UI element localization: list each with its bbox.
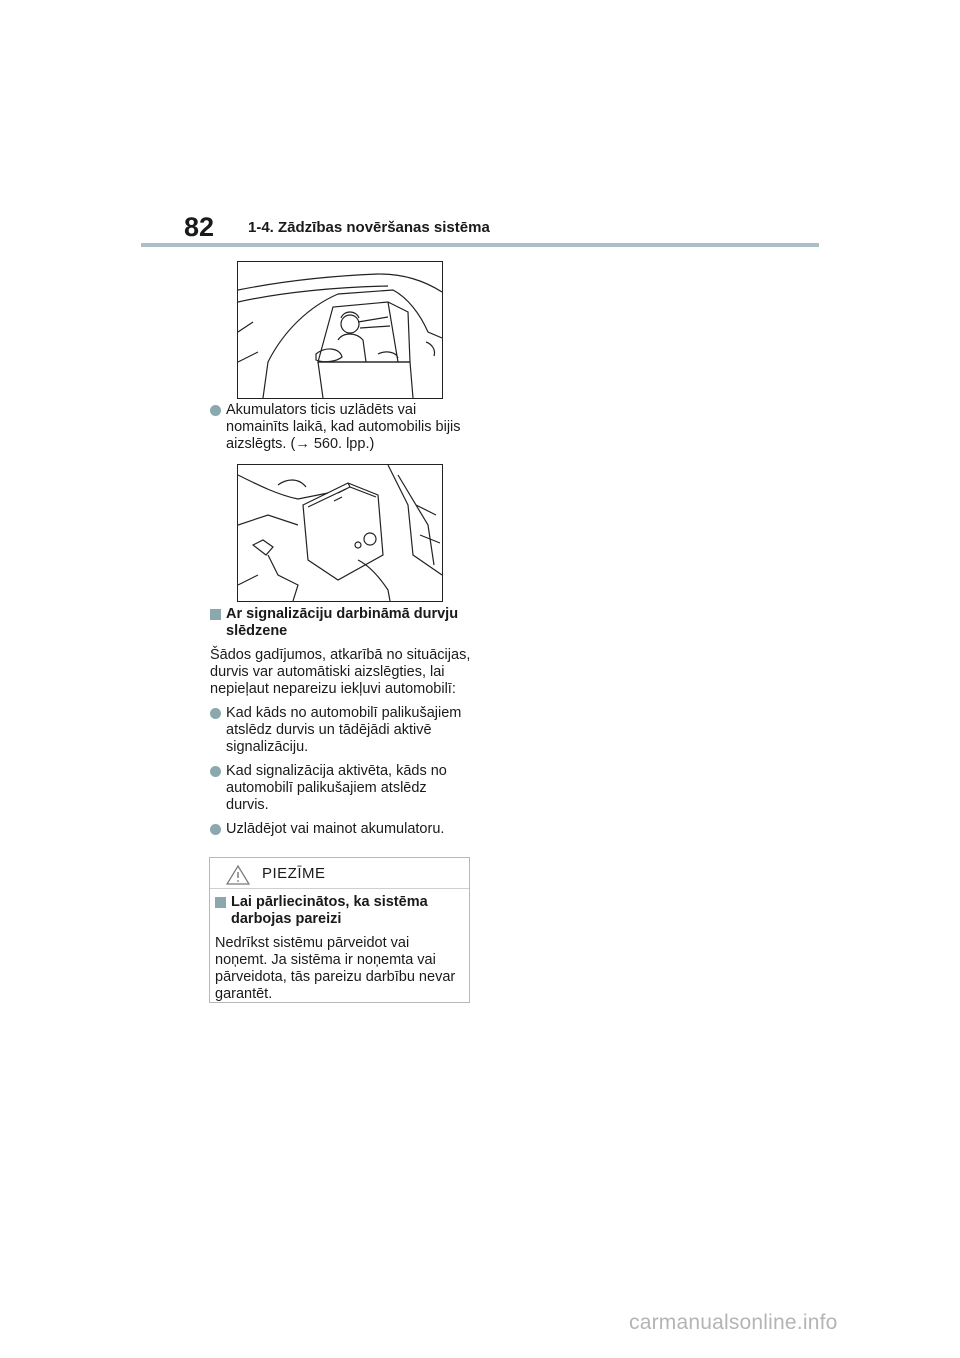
square-bullet-icon xyxy=(210,609,221,620)
door-lock-section xyxy=(210,606,472,838)
list-item xyxy=(210,705,472,756)
list-item-text: Kad kāds no automobilī palikušajiem atslēdz durvis un tādējādi aktivē signalizāciju. xyxy=(226,705,462,755)
bullet-item xyxy=(210,402,472,453)
page-reference: 560. lpp.) xyxy=(309,436,375,452)
list-item-text: Uzlādējot vai mainot akumulatoru. xyxy=(226,821,445,837)
square-bullet-icon xyxy=(215,897,226,908)
watermark: carmanualsonline.info xyxy=(629,1311,838,1334)
note-heading-text: Lai pārliecinātos, ka sistēma darbojas pareizi xyxy=(231,894,428,927)
note-box xyxy=(209,857,470,1003)
list-item-text: Kad signalizācija aktivēta, kāds no automobilī palikušajiem atslēdz durvis. xyxy=(226,763,447,813)
note-header xyxy=(210,858,469,889)
header-rule xyxy=(141,243,819,247)
bullet-dot-icon xyxy=(210,824,221,835)
battery-illustration xyxy=(237,464,443,602)
note-text: Nedrīkst sistēmu pārveidot vai noņemt. Ja sistēma ir noņemta vai pārveidota, tās pareizu darbību nevar garantēt. xyxy=(215,935,456,1002)
battery-bullet xyxy=(210,402,472,453)
note-heading xyxy=(215,894,463,928)
warning-triangle-icon xyxy=(226,865,250,885)
bullet-dot-icon xyxy=(210,766,221,777)
door-lock-heading xyxy=(210,606,472,640)
section-title: 1-4. Zādzības novēršanas sistēma xyxy=(248,219,490,236)
door-lock-heading-text: Ar signalizāciju darbināmā durvju slēdzene xyxy=(226,606,459,639)
list-item xyxy=(210,763,472,814)
reference-arrow-icon: → xyxy=(295,436,310,452)
list-item xyxy=(210,821,472,838)
bullet-text: Akumulators ticis uzlādēts vai nomainīts laikā, kad automobilis bijis aizslēgts. ( xyxy=(226,402,461,452)
bullet-dot-icon xyxy=(210,405,221,416)
note-title: PIEZĪME xyxy=(262,865,326,882)
note-body xyxy=(215,894,463,1003)
page-number: 82 xyxy=(184,212,215,242)
car-door-illustration xyxy=(237,261,443,399)
bullet-dot-icon xyxy=(210,708,221,719)
door-lock-intro: Šādos gadījumos, atkarībā no situācijas, durvis var automātiski aizslēgties, lai nepieļaut nepareizu iekļuvi automobilī: xyxy=(210,647,471,697)
